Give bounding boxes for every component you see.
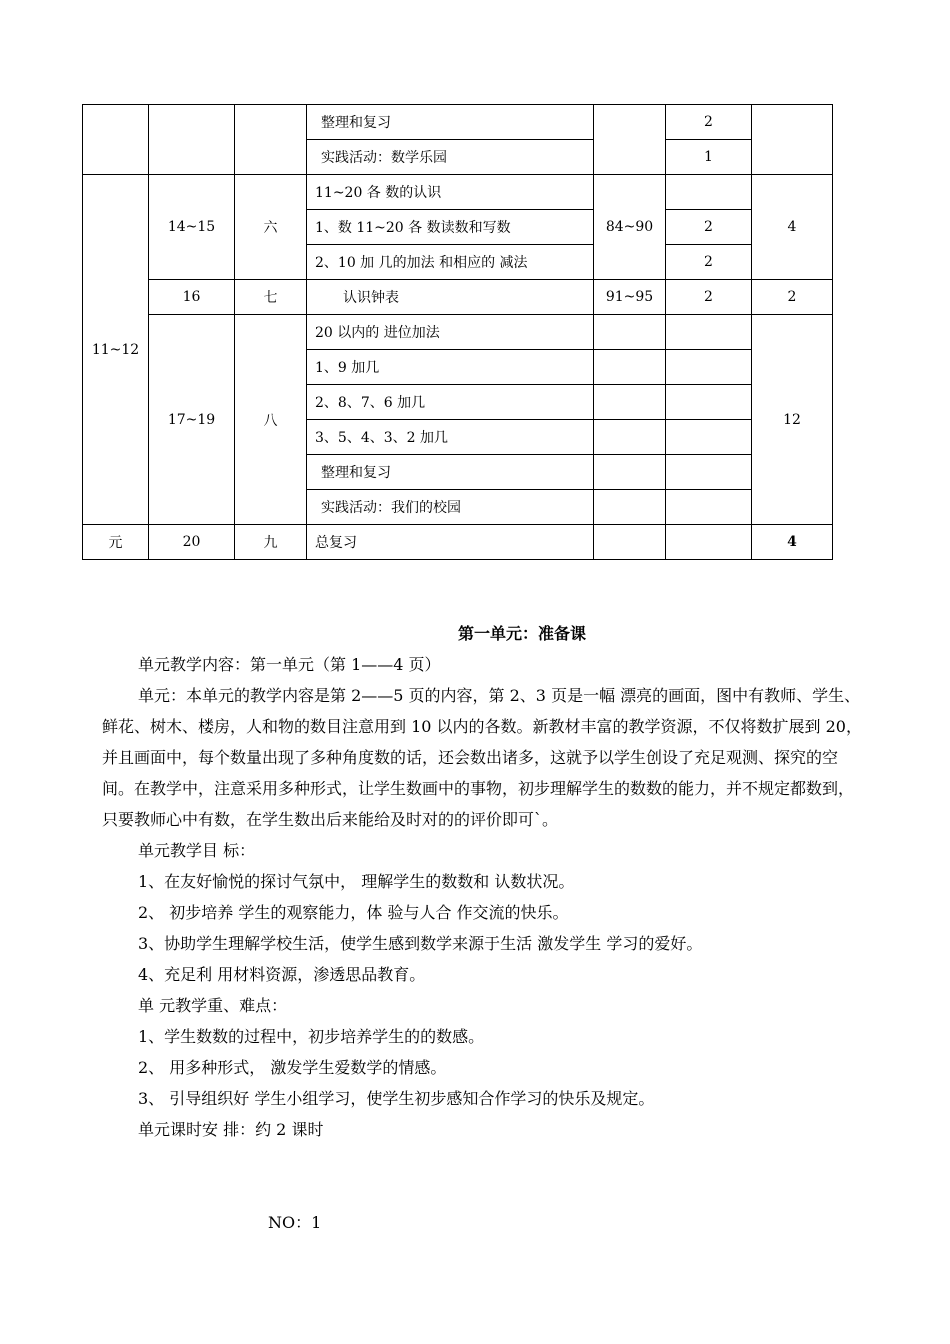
list-item: 2、 初步培养 学生的观察能力，体 验与人合 作交流的快乐。 xyxy=(138,903,569,922)
month-cell: 元 xyxy=(83,525,149,560)
total-cell: 12 xyxy=(752,315,833,525)
topic-cell: 整理和复习 xyxy=(307,455,594,490)
paragraph: 单元：本单元的教学内容是第 2——5 页的内容，第 2、3 页是一幅 漂亮的画面，图中有教师、学生、鲜花、树木、楼房，人和物的数目注意用到 10 以内的各数。新教材丰富的教学资源，不仅将数扩展到 20，并且画面中，每个数量出现了多种角度数的话，还会数出诸多，这就予以学生创设了充足观测、探究的空间。在教学中，注意采用多种形式，让学生数画中的事物，初步理解学生的数数的能力，并不规定都数到，只要教师心中有数，在学生数出后来能给及时对的的评价即可`。 xyxy=(102,686,862,829)
topic-cell: 整理和复习 xyxy=(307,105,594,140)
list-item: 2、 用多种形式， 激发学生爱数学的情感。 xyxy=(138,1058,447,1077)
topic-cell: 2、8、7、6 加几 xyxy=(307,385,594,420)
unit-cell: 六 xyxy=(235,175,307,280)
weeks-cell: 17~19 xyxy=(149,315,235,525)
topic-cell: 2、10 加 几的加法 和相应的 减法 xyxy=(307,245,594,280)
page-number: NO：1 xyxy=(268,1213,322,1232)
hours-cell: 2 xyxy=(666,280,752,315)
table-row xyxy=(83,315,833,350)
hours-cell: 2 xyxy=(666,105,752,140)
list-item: 3、 引导组织好 学生小组学习，使学生初步感知合作学习的快乐及规定。 xyxy=(138,1089,655,1108)
weeks-cell: 14~15 xyxy=(149,175,235,280)
paragraph: 单元课时安 排：约 2 课时 xyxy=(138,1120,324,1139)
hours-cell: 2 xyxy=(666,245,752,280)
topic-cell: 认识钟表 xyxy=(307,280,594,315)
total-cell: 4 xyxy=(752,175,833,280)
list-item: 1、在友好愉悦的探讨气氛中， 理解学生的数数和 认数状况。 xyxy=(138,872,575,891)
topic-cell: 1、9 加几 xyxy=(307,350,594,385)
total-cell: 2 xyxy=(752,280,833,315)
table-row xyxy=(83,105,833,140)
pages-cell: 91~95 xyxy=(594,280,666,315)
table-row xyxy=(83,525,833,560)
document-body xyxy=(102,618,862,1145)
paragraph: 单元教学内容：第一单元（第 1——4 页） xyxy=(138,655,441,674)
hours-cell: 2 xyxy=(666,210,752,245)
unit-cell: 九 xyxy=(235,525,307,560)
list-item: 4、充足利 用材料资源，渗透思品教育。 xyxy=(138,965,426,984)
topic-cell: 3、5、4、3、2 加几 xyxy=(307,420,594,455)
unit-cell: 七 xyxy=(235,280,307,315)
topic-cell: 1、数 11~20 各 数读数和写数 xyxy=(307,210,594,245)
month-cell: 11~12 xyxy=(83,175,149,525)
paragraph: 单 元教学重、难点： xyxy=(138,996,288,1015)
table-row xyxy=(83,175,833,210)
list-item: 3、协助学生理解学校生活，使学生感到数学来源于生活 激发学生 学习的爱好。 xyxy=(138,934,703,953)
unit-cell: 八 xyxy=(235,315,307,525)
topic-cell: 11~20 各 数的认识 xyxy=(307,175,594,210)
section-title: 第一单元：准备课 xyxy=(457,624,586,643)
paragraph: 单元教学目 标： xyxy=(138,841,256,860)
topic-cell: 20 以内的 进位加法 xyxy=(307,315,594,350)
pages-cell: 84~90 xyxy=(594,175,666,280)
list-item: 1、学生数数的过程中，初步培养学生的的数感。 xyxy=(138,1027,485,1046)
weeks-cell: 16 xyxy=(149,280,235,315)
schedule-table xyxy=(82,104,833,560)
topic-cell: 总复习 xyxy=(307,525,594,560)
weeks-cell: 20 xyxy=(149,525,235,560)
topic-cell: 实践活动：数学乐园 xyxy=(307,140,594,175)
hours-cell: 1 xyxy=(666,140,752,175)
topic-cell: 实践活动：我们的校园 xyxy=(307,490,594,525)
table-row xyxy=(83,280,833,315)
total-cell: 4 xyxy=(752,525,833,560)
